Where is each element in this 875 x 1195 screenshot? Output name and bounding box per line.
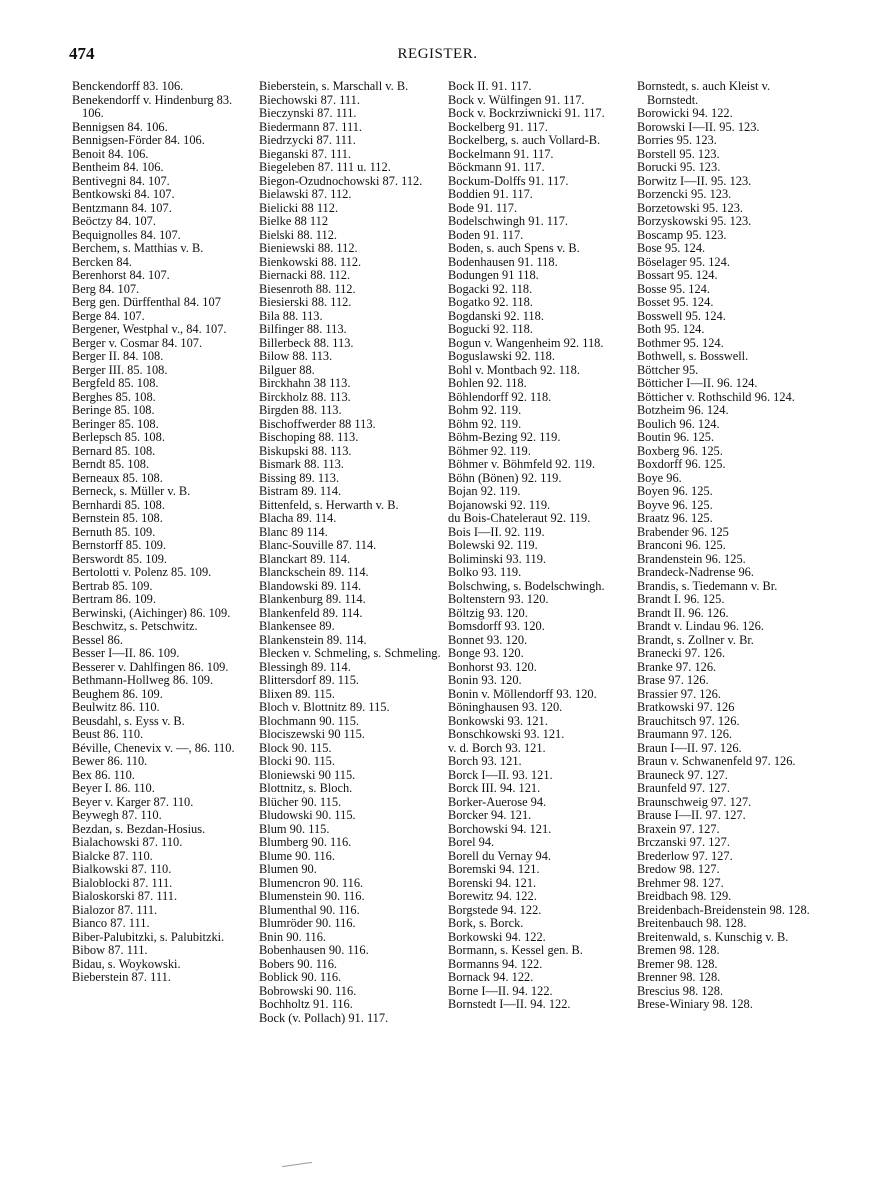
register-entry: Beust 86. 110. bbox=[72, 727, 144, 741]
register-entry: Bojan 92. 119. bbox=[448, 484, 521, 498]
register-entry: Bose 95. 124. bbox=[637, 241, 706, 255]
register-entry: Borker-Auerose 94. bbox=[448, 794, 547, 809]
register-entry: Both 95. 124. bbox=[637, 322, 705, 336]
register-entry: Bobers 90. 116. bbox=[259, 956, 338, 971]
register-entry: Bodelschwingh 91. 117. bbox=[448, 214, 568, 228]
register-entry: Bloniewski 90 115. bbox=[259, 767, 356, 782]
register-entry: Biegon-Ozudnochowski 87. 112. bbox=[259, 173, 423, 188]
register-entry: Berg gen. Dürffenthal 84. 107 bbox=[72, 295, 221, 309]
register-entry: Bonkowski 93. 121. bbox=[448, 713, 548, 728]
register-entry: Bötticher I—II. 96. 124. bbox=[637, 376, 758, 390]
register-entry: Blumenthal 90. 116. bbox=[259, 902, 360, 917]
register-entry: Borries 95. 123. bbox=[637, 133, 717, 147]
register-entry: Borck I—II. 93. 121. bbox=[448, 767, 553, 782]
register-entry: Bolewski 92. 119. bbox=[448, 538, 538, 552]
register-entry: Brederlow 97. 127. bbox=[637, 848, 733, 863]
register-entry: Bischoping 88. 113. bbox=[259, 430, 359, 444]
register-entry: Bernstein 85. 108. bbox=[72, 511, 163, 525]
register-entry: Breidbach 98. 129. bbox=[637, 889, 732, 903]
register-entry: Bolschwing, s. Bodelschwingh. bbox=[448, 578, 605, 593]
register-entry: Bogucki 92. 118. bbox=[448, 322, 533, 336]
register-entry: Bolko 93. 119. bbox=[448, 565, 522, 579]
register-entry: Beschwitz, s. Petschwitz. bbox=[72, 619, 198, 633]
register-entry: Bremen 98. 128. bbox=[637, 943, 720, 957]
register-entry: Bila 88. 113. bbox=[259, 308, 323, 323]
register-entry: Bienkowski 88. 112. bbox=[259, 254, 362, 269]
register-entry: Borzetowski 95. 123. bbox=[637, 200, 743, 215]
register-entry: Bertolotti v. Polenz 85. 109. bbox=[72, 565, 212, 579]
register-entry: Bockelberg, s. auch Vollard-B. bbox=[448, 133, 601, 147]
register-entry: Blumenstein 90. 116. bbox=[259, 889, 365, 903]
register-entry: Borewitz 94. 122. bbox=[448, 889, 537, 903]
register-entry: Biskupski 88. 113. bbox=[259, 443, 352, 458]
register-entry: Blankenfeld 89. 114. bbox=[259, 605, 363, 620]
register-entry: Bodungen 91 118. bbox=[448, 268, 539, 282]
register-entry: Bielicki 88 112. bbox=[259, 200, 339, 215]
register-entry: Bochholtz 91. 116. bbox=[259, 997, 353, 1011]
register-entry: Bockum-Dolffs 91. 117. bbox=[448, 173, 569, 188]
register-entry: Böhm-Bezing 92. 119. bbox=[448, 430, 561, 444]
register-entry: Biesenroth 88. 112. bbox=[259, 281, 356, 296]
register-entry: Bezdan, s. Bezdan-Hosius. bbox=[72, 821, 206, 836]
register-entry: Bobenhausen 90. 116. bbox=[259, 943, 369, 957]
register-entry: Beyer v. Karger 87. 110. bbox=[72, 794, 194, 809]
register-entry: Bentivegni 84. 107. bbox=[72, 173, 170, 188]
register-entry: Boguslawski 92. 118. bbox=[448, 349, 555, 363]
register-entry: du Bois-Chateleraut 92. 119. bbox=[448, 511, 591, 525]
register-entry: Boyve 96. 125. bbox=[637, 497, 713, 512]
register-entry: Beughem 86. 109. bbox=[72, 686, 163, 701]
register-entry: Beulwitz 86. 110. bbox=[72, 700, 160, 714]
register-entry: Borowski I—II. 95. 123. bbox=[637, 119, 760, 134]
register-entry: Berger III. 85. 108. bbox=[72, 362, 168, 377]
register-entry: Bornstedt I—II. 94. 122. bbox=[448, 997, 571, 1011]
register-entry: Böhmer v. Böhmfeld 92. 119. bbox=[448, 457, 596, 471]
register-entry: Brauchitsch 97. 126. bbox=[637, 713, 740, 728]
register-entry: Bischoffwerder 88 113. bbox=[259, 416, 376, 431]
register-entry: Bockelberg 91. 117. bbox=[448, 119, 548, 134]
register-column-2 bbox=[259, 80, 443, 1025]
register-entry: Böhlendorff 92. 118. bbox=[448, 389, 552, 404]
register-entry: Birgden 88. 113. bbox=[259, 403, 342, 417]
register-entry: Bieberstein, s. Marschall v. B. bbox=[259, 79, 409, 93]
register-entry: Bludowski 90. 115. bbox=[259, 808, 356, 822]
register-entry: Bilguer 88. bbox=[259, 362, 315, 377]
register-entry: Bessel 86. bbox=[72, 632, 123, 647]
register-entry: Bewer 86. 110. bbox=[72, 754, 148, 768]
register-entry: Bohl v. Montbach 92. 118. bbox=[448, 362, 580, 377]
register-entry: Bonin v. Möllendorff 93. 120. bbox=[448, 686, 597, 701]
register-entry: Bialachowski 87. 110. bbox=[72, 835, 183, 849]
register-entry: Beöctzy 84. 107. bbox=[72, 214, 156, 228]
register-entry: Bock II. 91. 117. bbox=[448, 79, 532, 93]
register-entry: Blücher 90. 115. bbox=[259, 794, 342, 809]
register-entry: Bieberstein 87. 111. bbox=[72, 970, 171, 984]
register-entry: Blacha 89. 114. bbox=[259, 511, 337, 525]
register-entry: Bloch v. Blottnitz 89. 115. bbox=[259, 700, 390, 714]
register-entry: Blanc-Souville 87. 114. bbox=[259, 538, 377, 552]
register-entry: Berchem, s. Matthias v. B. bbox=[72, 241, 204, 255]
register-entry: Bonnet 93. 120. bbox=[448, 632, 528, 647]
register-entry: Bieczynski 87. 111. bbox=[259, 106, 357, 120]
register-entry: Boxberg 96. 125. bbox=[637, 443, 723, 458]
register-entry: Bork, s. Borck. bbox=[448, 916, 524, 930]
register-entry: Blum 90. 115. bbox=[259, 821, 330, 836]
register-entry: Brehmer 98. 127. bbox=[637, 875, 724, 890]
page-header bbox=[0, 44, 875, 68]
register-entry: Branke 97. 126. bbox=[637, 659, 717, 674]
register-entry: Bidau, s. Woykowski. bbox=[72, 956, 181, 971]
register-entry: Bosswell 95. 124. bbox=[637, 308, 726, 323]
register-entry: Bratkowski 97. 126 bbox=[637, 700, 735, 714]
register-entry: Bethmann-Hollweg 86. 109. bbox=[72, 673, 214, 687]
register-entry: Boscamp 95. 123. bbox=[637, 227, 727, 242]
register-entry: Berenhorst 84. 107. bbox=[72, 268, 170, 282]
register-entry: Bissing 89. 113. bbox=[259, 470, 340, 485]
register-entry: Botzheim 96. 124. bbox=[637, 403, 729, 417]
register-entry: Blessingh 89. 114. bbox=[259, 659, 351, 674]
register-entry: Blumröder 90. 116. bbox=[259, 916, 356, 930]
register-entry: Bilow 88. 113. bbox=[259, 349, 333, 363]
register-entry: Bielski 88. 112. bbox=[259, 227, 338, 242]
register-entry: Bialkowski 87. 110. bbox=[72, 862, 172, 876]
register-entry: Breitenbauch 98. 128. bbox=[637, 916, 747, 930]
register-entry: Brauneck 97. 127. bbox=[637, 767, 728, 782]
register-entry: Borkowski 94. 122. bbox=[448, 929, 546, 944]
register-entry: Böhm 92. 119. bbox=[448, 416, 522, 431]
register-entry: Brandt I. 96. 125. bbox=[637, 592, 725, 606]
register-entry: Blochmann 90. 115. bbox=[259, 713, 360, 728]
register-entry: Blankensee 89. bbox=[259, 619, 335, 633]
register-entry: Borenski 94. 121. bbox=[448, 875, 537, 890]
register-entry: Bennigsen 84. 106. bbox=[72, 119, 168, 134]
register-entry: Böhn (Bönen) 92. 119. bbox=[448, 470, 562, 485]
register-entry: Boblick 90. 116. bbox=[259, 970, 342, 984]
register-entry: Bernhardi 85. 108. bbox=[72, 497, 165, 512]
register-entry: Bnin 90. 116. bbox=[259, 929, 327, 944]
register-entry: Bredow 98. 127. bbox=[637, 862, 720, 876]
register-entry: Benckendorff 83. 106. bbox=[72, 79, 184, 93]
register-entry: Brause I—II. 97. 127. bbox=[637, 808, 746, 822]
register-entry: Berg 84. 107. bbox=[72, 281, 140, 296]
register-entry: Billerbeck 88. 113. bbox=[259, 335, 354, 350]
register-entry: Bonschkowski 93. 121. bbox=[448, 727, 565, 741]
register-entry: Berlepsch 85. 108. bbox=[72, 430, 165, 444]
register-entry: Boxdorff 96. 125. bbox=[637, 457, 726, 471]
register-entry: Bequignolles 84. 107. bbox=[72, 227, 181, 242]
register-entry: Borchowski 94. 121. bbox=[448, 821, 552, 836]
register-entry: Breidenbach-Breidenstein 98. 128. bbox=[637, 902, 810, 917]
register-entry: Braun v. Schwanenfeld 97. 126. bbox=[637, 754, 796, 768]
register-entry: Beringer 85. 108. bbox=[72, 416, 159, 431]
register-entry: Block 90. 115. bbox=[259, 740, 332, 755]
register-entry: Bogacki 92. 118. bbox=[448, 281, 533, 296]
register-column-1 bbox=[72, 80, 256, 985]
register-entry: Bogun v. Wangenheim 92. 118. bbox=[448, 335, 604, 350]
register-entry: Blittersdorf 89. 115. bbox=[259, 673, 360, 687]
register-entry: Blume 90. 116. bbox=[259, 848, 335, 863]
register-entry: Berndt 85. 108. bbox=[72, 457, 150, 471]
register-entry: Birckholz 88. 113. bbox=[259, 389, 351, 404]
register-entry: Borwitz I—II. 95. 123. bbox=[637, 173, 752, 188]
register-entry: Berneaux 85. 108. bbox=[72, 470, 163, 485]
register-entry: Bremer 98. 128. bbox=[637, 956, 718, 971]
register-entry: Brenner 98. 128. bbox=[637, 970, 721, 984]
register-entry: v. d. Borch 93. 121. bbox=[448, 740, 546, 755]
register-entry: Blanc 89 114. bbox=[259, 524, 328, 539]
register-entry: Boliminski 93. 119. bbox=[448, 551, 546, 566]
register-entry: Blanckart 89. 114. bbox=[259, 551, 351, 566]
register-entry: Bercken 84. bbox=[72, 254, 132, 269]
register-entry: Bobrowski 90. 116. bbox=[259, 983, 357, 998]
register-entry: Berswordt 85. 109. bbox=[72, 551, 167, 566]
register-entry: Branecki 97. 126. bbox=[637, 646, 726, 660]
register-entry: Brase 97. 126. bbox=[637, 673, 709, 687]
register-entry: Besser I—II. 86. 109. bbox=[72, 646, 180, 660]
register-entry: Bosse 95. 124. bbox=[637, 281, 710, 296]
register-entry: Bielawski 87. 112. bbox=[259, 187, 352, 201]
register-entry: Blumencron 90. 116. bbox=[259, 875, 364, 890]
register-entry: Bertrab 85. 109. bbox=[72, 578, 153, 593]
register-column-3 bbox=[448, 80, 632, 1012]
register-entry: Bogdanski 92. 118. bbox=[448, 308, 544, 323]
register-entry: Berge 84. 107. bbox=[72, 308, 145, 323]
register-entry: Bergfeld 85. 108. bbox=[72, 376, 159, 390]
register-entry: Blumberg 90. 116. bbox=[259, 835, 352, 849]
register-entry: Blanckschein 89. 114. bbox=[259, 565, 369, 579]
register-entry: Blixen 89. 115. bbox=[259, 686, 335, 701]
register-entry: Borcker 94. 121. bbox=[448, 808, 532, 822]
register-entry: Brandis, s. Tiedemann v. Br. bbox=[637, 578, 778, 593]
register-entry: Beyer I. 86. 110. bbox=[72, 781, 155, 795]
register-entry: Benoit 84. 106. bbox=[72, 146, 149, 161]
register-entry: Bormanns 94. 122. bbox=[448, 956, 543, 971]
register-entry: Bockelmann 91. 117. bbox=[448, 146, 554, 161]
register-entry: Bialoblocki 87. 111. bbox=[72, 875, 173, 890]
register-entry: Bodenhausen 91. 118. bbox=[448, 254, 558, 269]
register-entry: Borowicki 94. 122. bbox=[637, 106, 733, 120]
register-entry: Beywegh 87. 110. bbox=[72, 808, 162, 822]
register-entry: Biedermann 87. 111. bbox=[259, 119, 363, 134]
page-number: 474 bbox=[69, 44, 95, 63]
register-entry: Bialozor 87. 111. bbox=[72, 902, 158, 917]
register-entry: Beringe 85. 108. bbox=[72, 403, 155, 417]
register-entry: Bielke 88 112 bbox=[259, 214, 329, 228]
register-entry: Bittenfeld, s. Herwarth v. B. bbox=[259, 497, 399, 512]
register-entry: Biber-Palubitzki, s. Palubitzki. bbox=[72, 929, 225, 944]
register-entry: Blankenstein 89. 114. bbox=[259, 632, 367, 647]
register-entry: Bothmer 95. 124. bbox=[637, 335, 724, 350]
register-entry: Bossart 95. 124. bbox=[637, 268, 718, 282]
register-entry: Bismark 88. 113. bbox=[259, 457, 344, 471]
register-entry: Blociszewski 90 115. bbox=[259, 727, 365, 741]
register-entry: Brescius 98. 128. bbox=[637, 983, 724, 998]
register-entry: Besserer v. Dahlfingen 86. 109. bbox=[72, 659, 229, 674]
register-entry: Blecken v. Schmeling, s. Schmeling. bbox=[259, 646, 441, 660]
register-entry: Bock v. Bockrziwnicki 91. 117. bbox=[448, 106, 605, 120]
register-entry: Bojanowski 92. 119. bbox=[448, 497, 551, 512]
register-entry: Borck III. 94. 121. bbox=[448, 781, 541, 795]
register-entry: Braun I—II. 97. 126. bbox=[637, 740, 742, 755]
register-entry: Bomsdorff 93. 120. bbox=[448, 619, 545, 633]
register-entry: Brandeck-Nadrense 96. bbox=[637, 565, 754, 579]
register-entry: Blankenburg 89. 114. bbox=[259, 592, 366, 606]
register-entry: Blandowski 89. 114. bbox=[259, 578, 362, 593]
register-entry: Borel 94. bbox=[448, 835, 495, 849]
register-entry: Borucki 95. 123. bbox=[637, 160, 721, 174]
register-entry: Blocki 90. 115. bbox=[259, 754, 335, 768]
register-entry: Bötticher v. Rothschild 96. 124. bbox=[637, 389, 795, 404]
register-entry: Böltzig 93. 120. bbox=[448, 605, 528, 620]
register-entry: Bois I—II. 92. 119. bbox=[448, 524, 545, 539]
scan-artifact-mark bbox=[282, 1162, 312, 1167]
register-entry: Bentkowski 84. 107. bbox=[72, 187, 175, 201]
register-entry: Boltenstern 93. 120. bbox=[448, 592, 549, 606]
register-entry: Bialoskorski 87. 111. bbox=[72, 889, 178, 903]
register-entry: Böckmann 91. 117. bbox=[448, 160, 545, 174]
register-entry: Braatz 96. 125. bbox=[637, 511, 713, 525]
register-entry: Bonge 93. 120. bbox=[448, 646, 524, 660]
register-entry: Bock v. Wülfingen 91. 117. bbox=[448, 92, 585, 107]
register-entry: Boden, s. auch Spens v. B. bbox=[448, 241, 580, 255]
register-entry: Bibow 87. 111. bbox=[72, 943, 148, 957]
register-entry: Beusdahl, s. Eyss v. B. bbox=[72, 713, 185, 728]
register-entry: Bonhorst 93. 120. bbox=[448, 659, 537, 674]
register-entry: Brandt, s. Zollner v. Br. bbox=[637, 632, 754, 647]
register-entry: Borell du Vernay 94. bbox=[448, 848, 552, 863]
register-entry: Brczanski 97. 127. bbox=[637, 835, 730, 849]
register-entry: Bianco 87. 111. bbox=[72, 916, 150, 930]
register-entry: Biegeleben 87. 111 u. 112. bbox=[259, 160, 391, 174]
register-entry: Bieganski 87. 111. bbox=[259, 146, 352, 161]
register-columns bbox=[68, 80, 816, 1160]
register-entry: Bernard 85. 108. bbox=[72, 443, 156, 458]
register-entry: Boremski 94. 121. bbox=[448, 862, 540, 876]
register-entry: Bogatko 92. 118. bbox=[448, 295, 533, 309]
register-entry: Berger v. Cosmar 84. 107. bbox=[72, 335, 203, 350]
register-entry: Bialcke 87. 110. bbox=[72, 848, 153, 863]
register-entry: Bock (v. Pollach) 91. 117. bbox=[259, 1010, 389, 1025]
register-entry: Biechowski 87. 111. bbox=[259, 92, 360, 107]
running-title: REGISTER. bbox=[397, 46, 478, 62]
register-entry: Berghes 85. 108. bbox=[72, 389, 156, 404]
register-entry: Branconi 96. 125. bbox=[637, 538, 726, 552]
register-entry: Benekendorff v. Hindenburg 83. 106. bbox=[72, 92, 233, 120]
register-entry: Böhmer 92. 119. bbox=[448, 443, 531, 458]
register-entry: Braxein 97. 127. bbox=[637, 821, 720, 836]
register-entry: Bornack 94. 122. bbox=[448, 970, 534, 984]
register-entry: Brandt v. Lindau 96. 126. bbox=[637, 619, 764, 633]
register-entry: Berwinski, (Aichinger) 86. 109. bbox=[72, 605, 231, 620]
register-entry: Böttcher 95. bbox=[637, 362, 699, 377]
register-entry: Borgstede 94. 122. bbox=[448, 902, 542, 917]
register-entry: Boden 91. 117. bbox=[448, 227, 524, 242]
register-entry: Brese-Winiary 98. 128. bbox=[637, 997, 753, 1011]
register-entry: Bieniewski 88. 112. bbox=[259, 241, 358, 255]
register-entry: Borstell 95. 123. bbox=[637, 146, 720, 161]
register-entry: Bergener, Westphal v., 84. 107. bbox=[72, 322, 227, 336]
register-entry: Borne I—II. 94. 122. bbox=[448, 983, 553, 998]
register-entry: Brabender 96. 125 bbox=[637, 524, 729, 539]
register-entry: Boutin 96. 125. bbox=[637, 430, 715, 444]
register-entry: Bertram 86. 109. bbox=[72, 592, 156, 606]
register-entry: Biernacki 88. 112. bbox=[259, 268, 351, 282]
register-entry: Birckhahn 38 113. bbox=[259, 376, 351, 390]
register-entry: Breitenwald, s. Kunschig v. B. bbox=[637, 929, 789, 944]
register-entry: Bohlen 92. 118. bbox=[448, 376, 527, 390]
register-entry: Bernuth 85. 109. bbox=[72, 524, 156, 539]
register-entry: Bernstorff 85. 109. bbox=[72, 538, 167, 552]
register-entry: Bosset 95. 124. bbox=[637, 295, 714, 309]
register-entry: Böselager 95. 124. bbox=[637, 254, 730, 269]
register-entry: Boyen 96. 125. bbox=[637, 484, 713, 498]
register-entry: Biedrzycki 87. 111. bbox=[259, 133, 356, 147]
register-entry: Brassier 97. 126. bbox=[637, 686, 721, 701]
register-entry: Biesierski 88. 112. bbox=[259, 295, 352, 309]
register-entry: Brandt II. 96. 126. bbox=[637, 605, 729, 620]
register-entry: Bistram 89. 114. bbox=[259, 484, 342, 498]
register-entry: Bothwell, s. Bosswell. bbox=[637, 349, 749, 363]
register-entry: Bentheim 84. 106. bbox=[72, 160, 164, 174]
register-entry: Borch 93. 121. bbox=[448, 754, 522, 768]
register-column-4 bbox=[637, 80, 821, 1012]
register-entry: Braunfeld 97. 127. bbox=[637, 781, 730, 795]
register-entry: Bilfinger 88. 113. bbox=[259, 322, 347, 336]
register-entry: Bornstedt, s. auch Kleist v. Bornstedt. bbox=[637, 79, 771, 107]
register-entry: Braumann 97. 126. bbox=[637, 727, 732, 741]
register-entry: Berneck, s. Müller v. B. bbox=[72, 484, 191, 498]
register-entry: Béville, Chenevix v. —, 86. 110. bbox=[72, 740, 235, 755]
register-entry: Blottnitz, s. Bloch. bbox=[259, 781, 353, 795]
register-entry: Boye 96. bbox=[637, 470, 682, 485]
register-entry: Borzencki 95. 123. bbox=[637, 187, 732, 201]
register-entry: Bentzmann 84. 107. bbox=[72, 200, 172, 215]
register-entry: Berger II. 84. 108. bbox=[72, 349, 164, 363]
register-entry: Bennigsen-Förder 84. 106. bbox=[72, 133, 205, 147]
register-entry: Borzyskowski 95. 123. bbox=[637, 214, 752, 228]
register-entry: Bonin 93. 120. bbox=[448, 673, 522, 687]
register-entry: Brandenstein 96. 125. bbox=[637, 551, 746, 566]
register-entry: Bode 91. 117. bbox=[448, 200, 518, 215]
register-entry: Bormann, s. Kessel gen. B. bbox=[448, 943, 583, 957]
register-entry: Boulich 96. 124. bbox=[637, 416, 720, 431]
register-entry: Braunschweig 97. 127. bbox=[637, 794, 752, 809]
register-entry: Blumen 90. bbox=[259, 862, 317, 876]
register-entry: Boddien 91. 117. bbox=[448, 187, 533, 201]
register-entry: Böninghausen 93. 120. bbox=[448, 700, 563, 714]
register-entry: Bex 86. 110. bbox=[72, 767, 135, 782]
register-entry: Bohm 92. 119. bbox=[448, 403, 522, 417]
